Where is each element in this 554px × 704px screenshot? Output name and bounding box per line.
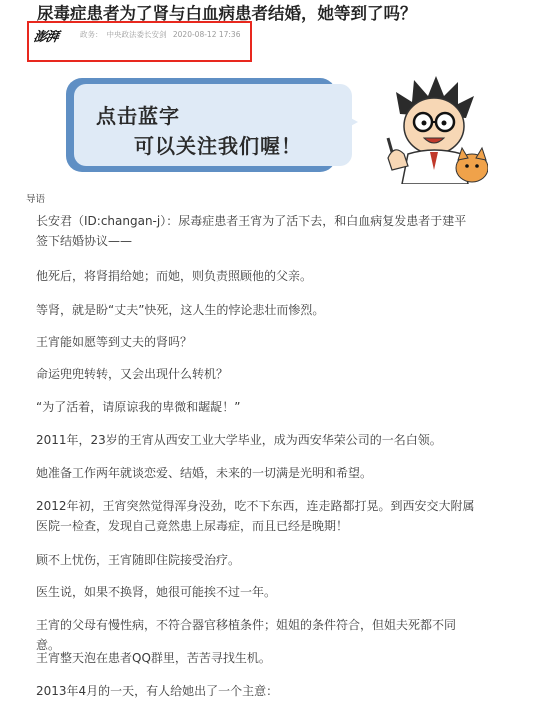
paragraph: 2013年4月的一天，有人给她出了一个主意： [36, 684, 279, 698]
banner-line-2: 可以关注我们喔！ [134, 134, 302, 158]
paragraph: 顾不上忧伤，王宵随即住院接受治疗。 [36, 553, 241, 567]
publish-date: 2020-08-12 17:36 [172, 30, 241, 39]
paragraph: 长安君（ID:changan-j）：尿毒症患者王宵为了活下去，和白血病复发患者于建平签下结婚协议—— [36, 214, 467, 248]
source-name[interactable]: 中央政法委长安剑 [106, 30, 167, 39]
paragraph: 医生说，如果不换肾，她很可能挨不过一年。 [36, 585, 277, 599]
paragraph: 王宵能如愿等到丈夫的肾吗？ [36, 335, 193, 349]
follow-banner[interactable] [66, 78, 466, 180]
banner-line-1: 点击蓝字 [96, 104, 180, 128]
paragraph: 王宵的父母有慢性病，不符合器官移植条件；姐姐的条件符合，但姐夫死都不同意。 [36, 618, 457, 652]
paragraph: 王宵整天泡在患者QQ群里，苦苦寻找生机。 [36, 651, 271, 665]
article-meta [80, 29, 244, 40]
speech-bubble-tail [336, 110, 358, 134]
mascot-illustration [378, 74, 488, 184]
publisher-logo[interactable]: 澎湃 [32, 30, 59, 45]
article-title: 尿毒症患者为了肾与白血病患者结婚，她等到了吗？ [37, 4, 417, 23]
source-label: 政务： [80, 30, 103, 39]
paragraph: 2011年，23岁的王宵从西安工业大学毕业，成为西安华荣公司的一名白领。 [36, 433, 442, 447]
paragraph: 2012年初，王宵突然觉得浑身没劲，吃不下东西，连走路都打晃。到西安交大附属医院一检查，发现自己竟然患上尿毒症，而且已经是晚期！ [36, 499, 475, 533]
lead-label: 导语 [26, 194, 46, 205]
paragraph: “为了活着，请原谅我的卑微和龌龊！” [36, 400, 241, 414]
paragraph: 命运兜兜转转，又会出现什么转机？ [36, 367, 229, 381]
paragraph: 她准备工作两年就谈恋爱、结婚，未来的一切满是光明和希望。 [36, 466, 373, 480]
paragraph: 等肾，就是盼“丈夫”快死，这人生的悖论悲壮而惨烈。 [36, 303, 325, 317]
paragraph: 他死后，将肾捐给她；而她，则负责照顾他的父亲。 [36, 269, 313, 283]
